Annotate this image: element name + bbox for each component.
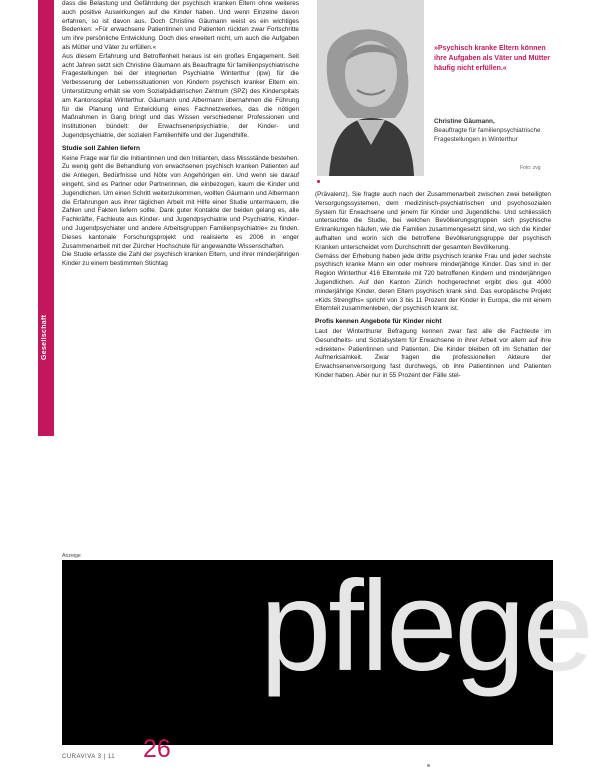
photo-credit: Foto: zvg <box>520 165 541 171</box>
section-rubric-label: Gesellschaft <box>41 314 48 360</box>
portrait-photo <box>317 0 424 176</box>
corner-mark <box>427 764 430 767</box>
accent-dot <box>317 180 320 183</box>
right-paragraph-2: Gemäss der Erhebung haben jede dritte psychisch kranke Frau und jeder sechste psychisch kranke Mann ein oder mehrere minderjährige Kinder. Das sind in der Region Winterthur 416 Elternteile mit 720 betroffenen Kindern und minderjährigen Jugendlichen. Auf den Kanton Zürich hochgerechnet ergibt dies gut 4000 minderjährige Kinder, deren Eltern psychisch krank sind. Das europäische Projekt »Kids Strengths« spricht von 3 bis 11 Prozent der Kinder in Europa, die mit einem Elternteil zusammenleben, der psychisch krank ist. <box>315 252 551 313</box>
right-paragraph-3: Laut der Winterthurer Befragung kennen zwar fast alle die Fachleute im Gesundheits- und Sozialsystem für Erwachsene in ihrer Arbeit vor allem auf ihre »direkten« Patientinnen und Patienten. Die Kinder bleiben oft im Schatten der Aufmerksamkeit. Zwar fragen die professionellen Akteure der Erwachsenenversorgung fast durchwegs, ob ihre Patientinnen und Patienten Kinder haben. Aber nur in 55 Prozent der Fälle stel- <box>315 327 551 379</box>
article-left-column <box>62 0 299 548</box>
ad-label: Anzeige <box>62 553 81 559</box>
footer-magazine: CURAVIVA 3 | 11 <box>62 754 116 760</box>
caption-name: Christine Gäumann, <box>434 118 495 125</box>
caption-role: Beauftragte für familienpsychiatrische Fragestellungen in Winterthur <box>434 127 541 143</box>
left-paragraph-2: Aus diesem Erfahrung und Betroffenheit heraus ist ein großes Engagement. Seit acht Jahren setzt sich Christine Gäumann als Beauftragte für familienpsychiatrische Fragestellungen bei der integrierten Psychiatrie Winterthur (ipw) für die Verbesserung der Lebenssituationen von Kindern psychisch kranker Eltern ein. Unterstützung erhält sie vom Sozialpädiatrischen Zentrum (SPZ) des Kinderspitals am Kantonsspital Winterthur. Gäumann und Albermann übernahmen die Führung für die Planung und Entwicklung eines Fachnetzwerkes, das die nötigen Maßnahmen in Gang bringt und das Wissen verschiedener Professionen und Institutionen bündelt: der Erwachsenenpsychiatrie, der Kinder- und Jugendpsychiatrie, der sozialen Familienhilfe und der Jugendhilfe. <box>62 52 299 139</box>
section-rubric-bar <box>38 0 54 436</box>
right-subheading: Profis kennen Angebote für Kinder nicht <box>315 318 442 326</box>
article-right-column <box>315 191 551 548</box>
page-number: 26 <box>143 735 171 763</box>
portrait-icon <box>317 0 424 176</box>
left-paragraph-1: dass die Belastung und Gefährdung der psychisch kranken Eltern ohne weiteres auch positive Auswirkungen auf die Kinder haben. Und wenn Einzelne davon erfahren, so ist davon aus. Doch Christine Gäumann weist es ein wichtiges Bedenken: »Für erwachsene Patientinnen und Patienten rückten zwar Fortschritte um ihre persönliche Entwicklung. Doch dies erweitert nicht, um auch die Aufgaben als Mütter und Väter zu erfüllen.« <box>62 0 299 51</box>
left-paragraph-3: Keine Frage war für die Initiantinnen und den Initianten, dass Missstände bestehen. Zu wenig geht die Behandlung von erwachsenen psychisch kranken Patienten auf die Anliegen, Bedürfnisse und Nöte von Angehörigen ein. Und wenn sie darauf eingeht, sind es Partner oder Partnerinnen, die einbezogen, kaum die Kinder und Jugendlichen. Um einen Schritt weiterzukommen, wollten Gäumann und Albermann die Erfahrungen aus ihrer täglichen Arbeit mit Hilfe einer Studie untermauern, die Zahlen und Fakten liefern sollte. Dank guter Kontakte der beiden gelang es, alle Fachkräfte, Fachleute aus Kinder- und Jugendpsychiatrie und Psychiatrie, Kinder- und Jugendpsychiater und andere Arbeitsgruppen Familienpsychiatrie« zu finden. Dieses kantonale Forschungsprojekt und realisierte es 2006 in enger Zusammenarbeit mit der Zürcher Hochschule für angewandte Wissenschaften. <box>62 154 299 250</box>
left-paragraph-4: Die Studie erfasste die Zahl der psychisch kranken Eltern, und ihrer minderjährigen Kinder zu einem bestimmten Stichtag <box>62 251 299 268</box>
photo-caption <box>434 117 552 144</box>
pull-quote: »Psychisch kranke Eltern können ihre Aufgaben als Väter und Mütter häufig nicht erfüllen.« <box>434 45 551 72</box>
right-paragraph-1: (Prävalenz). Sie fragte auch nach der Zusammenarbeit zwischen zwei beteiligten Versorgungssystemen, dem medizinisch-psychiatrischen und psychosozialen System für Erwachsene und jenem für Kinder und Jugendliche. Und schliesslich untersuchte die Studie, bei welchen Bevölkerungsgruppen sich psychische Erkrankungen häufen, wie die Familien zusammengesetzt sind, wo sich die Kinder aufhalten und worin sich die betroffene Bevölkerungsgruppe der psychisch Kranken unterscheidet vom Durchschnitt der gesamten Bevölkerung. <box>315 191 551 251</box>
ad-wordmark: pflege <box>260 555 591 698</box>
left-subheading: Studie soll Zahlen liefern <box>62 144 141 152</box>
